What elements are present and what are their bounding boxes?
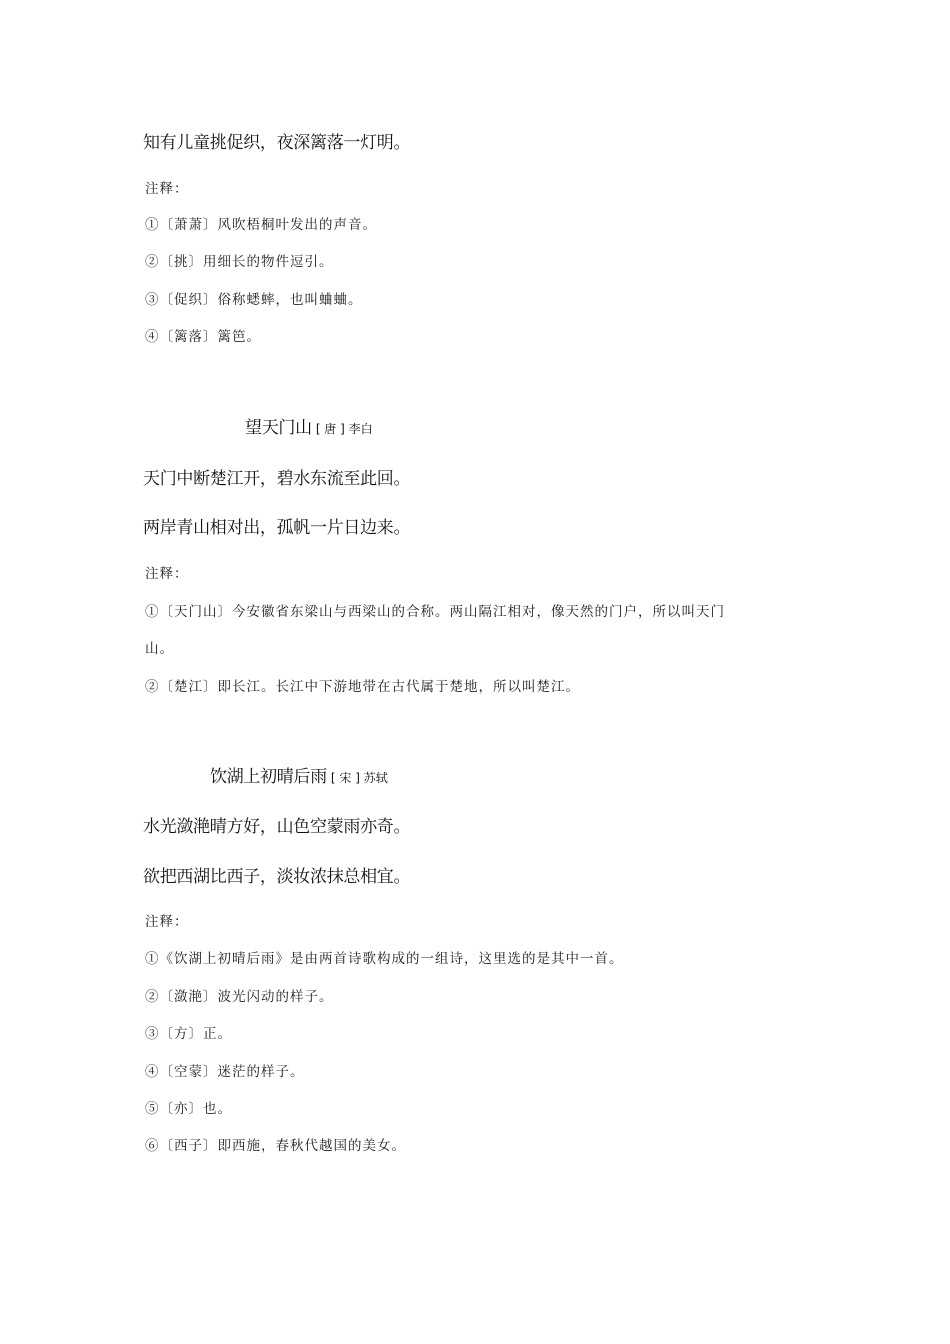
poem3-note-5: ⑤〔亦〕也。 [145,1101,232,1117]
poem1-note-3: ③〔促织〕俗称蟋蟀，也叫蛐蛐。 [145,292,363,308]
poem2-title: 望天门山 [245,418,312,438]
poem1-note-4: ④〔篱落〕篱笆。 [145,329,261,345]
poem2-verse-1: 天门中断楚江开，碧水东流至此回。 [143,469,411,489]
poem3-verse-2: 欲把西湖比西子，淡妆浓抹总相宜。 [143,867,411,887]
poem3-note-6: ⑥〔西子〕即西施，春秋代越国的美女。 [145,1138,406,1154]
poem3-verse-1: 水光潋滟晴方好，山色空蒙雨亦奇。 [143,817,411,837]
poem2-notes-label: 注释： [145,566,189,582]
poem3-note-3: ③〔方〕正。 [145,1026,232,1042]
poem3-note-4: ④〔空蒙〕迷茫的样子。 [145,1064,305,1080]
poem3-author: [ 宋 ] 苏轼 [330,771,388,785]
poem3-note-1: ①《饮湖上初晴后雨》是由两首诗歌构成的一组诗，这里选的是其中一首。 [145,951,624,967]
poem2-heading [245,413,373,438]
poem1-notes-label: 注释： [145,181,189,197]
poem2-author: [ 唐 ] 李白 [315,422,373,436]
poem2-note-1-cont: 山。 [145,641,174,657]
poem3-title: 饮湖上初晴后雨 [210,767,327,787]
poem3-notes-label: 注释： [145,914,189,930]
poem3-note-2: ②〔潋滟〕波光闪动的样子。 [145,989,334,1005]
poem2-note-1: ①〔天门山〕今安徽省东梁山与西梁山的合称。两山隔江相对，像天然的门户，所以叫天门 [145,604,725,620]
poem1-note-2: ②〔挑〕用细长的物件逗引。 [145,254,334,270]
poem1-note-1: ①〔萧萧〕风吹梧桐叶发出的声音。 [145,217,377,233]
poem1-verse-1: 知有儿童挑促织，夜深篱落一灯明。 [143,133,411,153]
poem2-verse-2: 两岸青山相对出，孤帆一片日边来。 [143,518,411,538]
poem2-note-2: ②〔楚江〕即长江。长江中下游地带在古代属于楚地，所以叫楚江。 [145,679,580,695]
poem3-heading [210,762,388,787]
